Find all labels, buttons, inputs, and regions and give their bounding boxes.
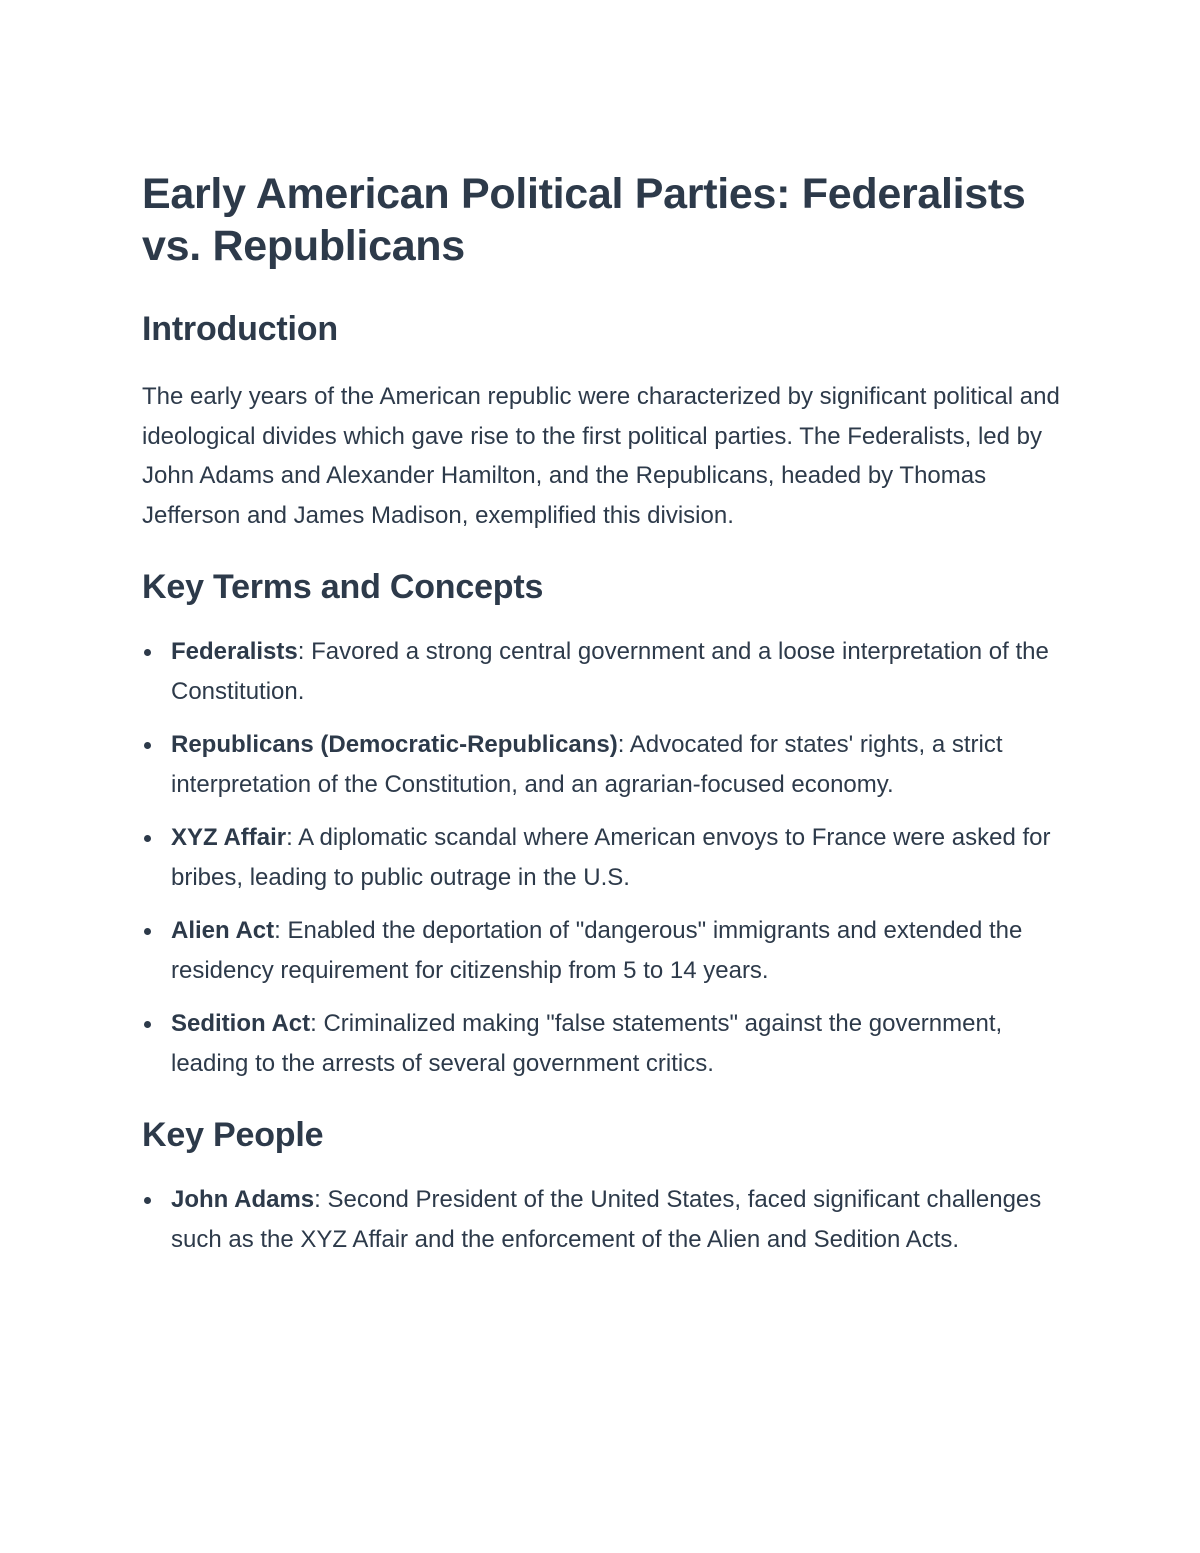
term-definition: Enabled the deportation of "dangerous" immigrants and extended the residency requirement for citizenship from 5 to 14 years. xyxy=(171,917,1023,984)
term-separator: : xyxy=(310,1010,324,1037)
term-separator: : xyxy=(617,731,630,758)
term-label: Sedition Act xyxy=(171,1010,311,1037)
list-item xyxy=(142,1004,1072,1084)
introduction-heading: Introduction xyxy=(142,310,338,348)
key-people-heading: Key People xyxy=(142,1116,324,1154)
term-definition: Criminalized making "false statements" against the government, leading to the arrests of several government critics. xyxy=(171,1010,1003,1077)
term-definition: Advocated for states' rights, a strict interpretation of the Constitution, and an agrarian-focused economy. xyxy=(171,731,1003,798)
term-separator: : xyxy=(297,638,312,665)
term-definition: Favored a strong central government and a loose interpretation of the Constitution. xyxy=(171,638,1049,705)
list-item xyxy=(142,1180,1072,1260)
list-item xyxy=(142,725,1072,805)
key-people-list xyxy=(142,1180,1072,1260)
list-item xyxy=(142,632,1072,712)
person-description: Second President of the United States, faced significant challenges such as the XYZ Affair and the enforcement of the Alien and Sedition Acts. xyxy=(171,1186,1042,1253)
term-separator: : xyxy=(286,824,299,851)
document-page xyxy=(142,168,1072,1273)
term-separator: : xyxy=(314,1186,328,1213)
term-definition: A diplomatic scandal where American envoys to France were asked for bribes, leading to public outrage in the U.S. xyxy=(171,824,1051,891)
term-label: Federalists xyxy=(171,638,298,665)
term-label: Republicans (Democratic-Republicans) xyxy=(171,731,618,758)
term-label: XYZ Affair xyxy=(171,824,287,851)
key-terms-heading: Key Terms and Concepts xyxy=(142,568,544,606)
key-terms-list xyxy=(142,632,1072,1084)
page-title: Early American Political Parties: Federalists vs. Republicans xyxy=(142,170,1026,270)
list-item xyxy=(142,911,1072,991)
introduction-paragraph: The early years of the American republic were characterized by significant political and ideological divides which gave rise to the first political parties. The Federalists, led by John Adams and Alexander Hamilton, and the Republicans, headed by Thomas Jefferson and James Madison, exemplified this division. xyxy=(142,383,1060,529)
term-label: Alien Act xyxy=(171,917,275,944)
person-name: John Adams xyxy=(171,1186,315,1213)
list-item xyxy=(142,818,1072,898)
term-separator: : xyxy=(274,917,288,944)
